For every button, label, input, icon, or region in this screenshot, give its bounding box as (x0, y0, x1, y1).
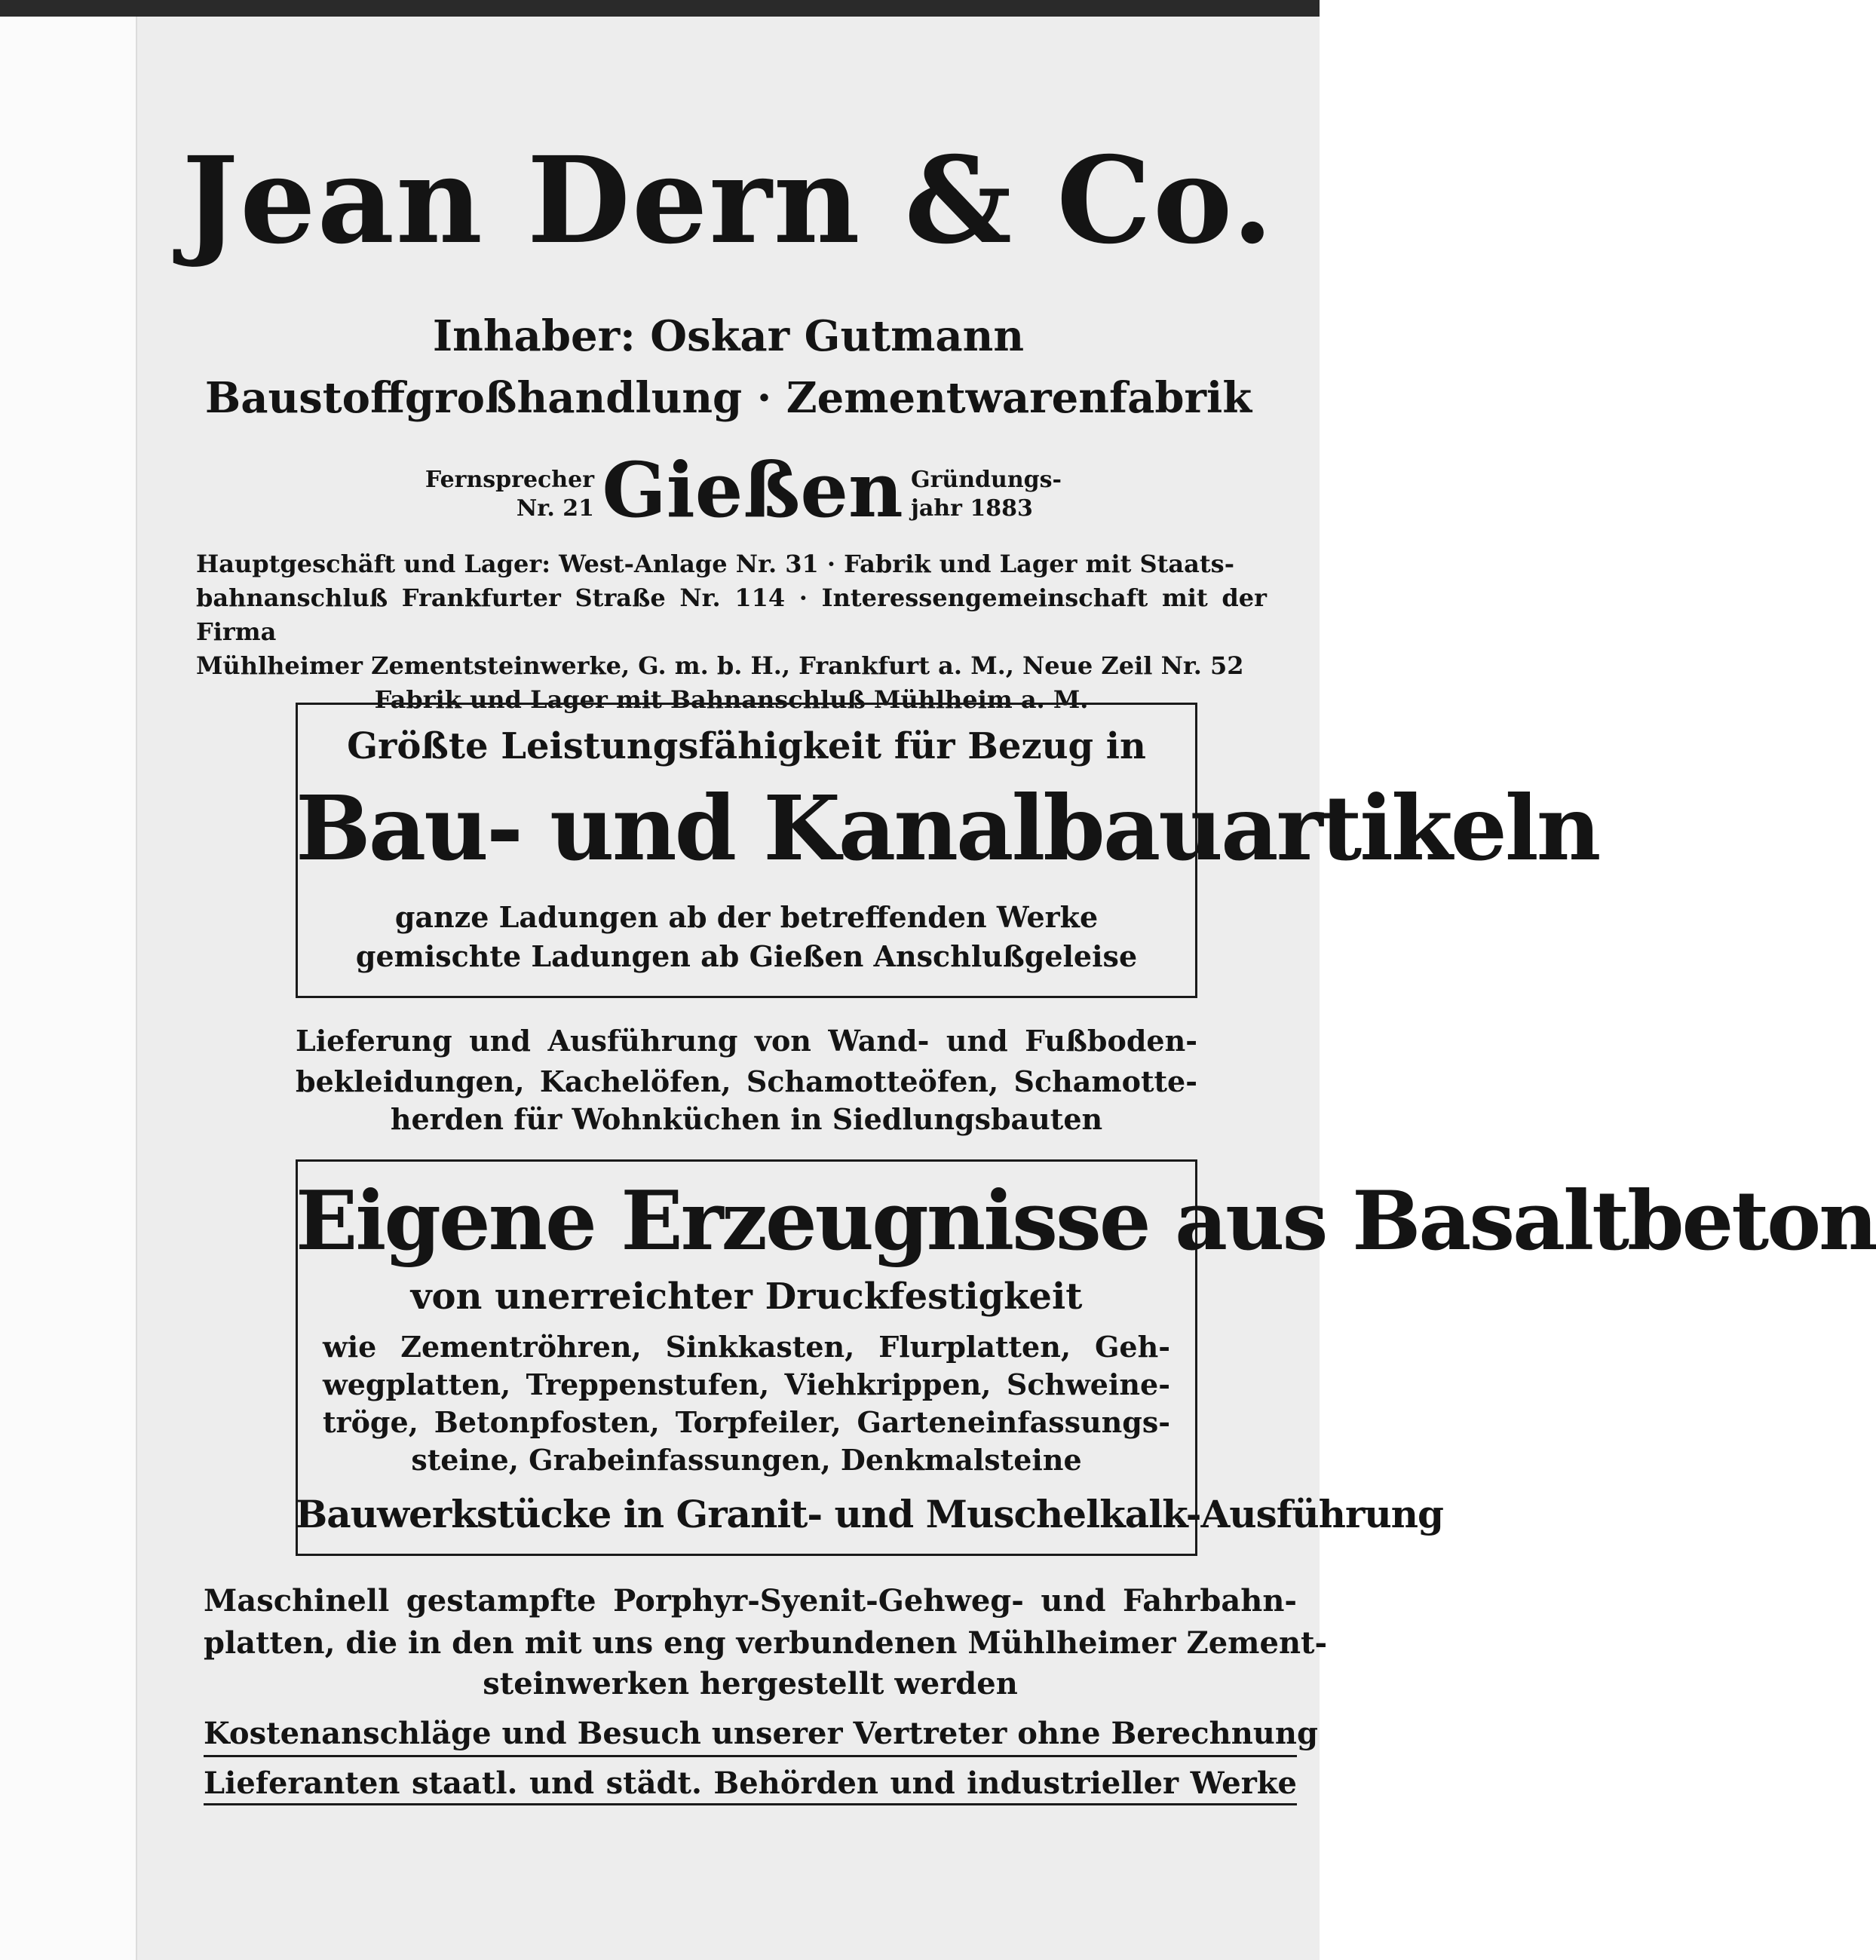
phone-block (413, 466, 594, 523)
phone-number: Nr. 21 (516, 495, 594, 522)
box2-line: wegplatten, Treppenstufen, Viehkrippen, Schweine- (323, 1367, 1170, 1401)
delivery-line: bekleidungen, Kachelöfen, Schamotteöfen, Schamotte- (296, 1064, 1197, 1098)
footer-underline (204, 1803, 1297, 1805)
delivery-line: herden für Wohnküchen in Siedlungsbauten (390, 1102, 1103, 1136)
page-margin (0, 17, 137, 1960)
trade-line: Baustoffgroßhandlung · Zementwarenfabrik (204, 373, 1252, 423)
address-line: Hauptgeschäft und Lager: West-Anlage Nr. 31 · Fabrik und Lager mit Staats- (196, 550, 1234, 578)
delivery-line: Lieferung und Ausführung von Wand- und Fußboden- (296, 1024, 1197, 1058)
footer-underline (204, 1755, 1297, 1757)
firm-name: Jean Dern & Co. (182, 131, 1275, 271)
porphyr-line: platten, die in den mit uns eng verbundenen Mühlheimer Zement- (204, 1625, 1328, 1661)
city-name: Gießen (602, 446, 903, 534)
box2-footer: Bauwerkstücke in Granit- und Muschelkalk-Ausführung (296, 1492, 1443, 1536)
box1-line: gemischte Ladungen ab Gießen Anschlußgeleise (355, 939, 1138, 973)
footer-line: Kostenanschläge und Besuch unserer Vertreter ohne Berechnung (204, 1716, 1318, 1751)
porphyr-line: Maschinell gestampfte Porphyr-Syenit-Gehweg- und Fahrbahn- (204, 1583, 1297, 1619)
box2-subtitle: von unerreichter Druckfestigkeit (410, 1276, 1083, 1318)
address-block (196, 547, 1267, 717)
box2-line: tröge, Betonpfosten, Torpfeiler, Garteneinfassungs- (323, 1405, 1170, 1439)
porphyr-line: steinwerken hergestellt werden (483, 1666, 1018, 1701)
box1-heading: Größte Leistungsfähigkeit für Bezug in (347, 725, 1146, 767)
footer-line: Lieferanten staatl. und städt. Behörden und industrieller Werke (204, 1766, 1297, 1801)
owner-line: Inhaber: Oskar Gutmann (432, 311, 1025, 361)
founded-year: jahr 1883 (911, 495, 1033, 522)
address-line: Mühlheimer Zementsteinwerke, G. m. b. H., Frankfurt a. M., Neue Zeil Nr. 52 (196, 651, 1244, 680)
box1-line: ganze Ladungen ab der betreffenden Werke (394, 900, 1099, 934)
address-line: Fabrik und Lager mit Bahnanschluß Mühlheim a. M. (374, 685, 1089, 714)
founded-label: Gründungs- (911, 467, 1062, 493)
address-line: bahnanschluß Frankfurter Straße Nr. 114 · Interessengemeinschaft mit der Firma (196, 583, 1267, 646)
box2-line: wie Zementröhren, Sinkkasten, Flurplatten, Geh- (323, 1330, 1170, 1364)
box2-title: Eigene Erzeugnisse aus Basaltbeton (296, 1174, 1876, 1269)
box1-title: Bau- und Kanalbauartikeln (296, 776, 1599, 880)
scan-top-edge (0, 0, 1320, 17)
phone-label: Fernsprecher (425, 467, 594, 493)
founded-block (911, 466, 1107, 523)
box2-line: steine, Grabeinfassungen, Denkmalsteine (411, 1443, 1082, 1477)
